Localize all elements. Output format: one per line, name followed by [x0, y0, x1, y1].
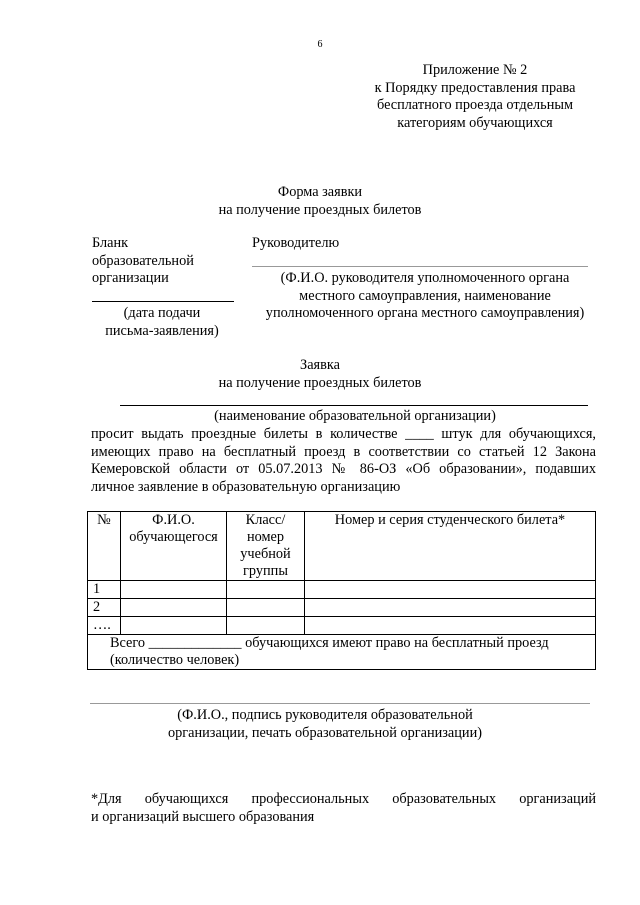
header-num: №	[88, 512, 121, 581]
total-cell	[88, 635, 596, 670]
cell-ticket[interactable]	[305, 599, 596, 617]
cell-class[interactable]	[227, 599, 305, 617]
table-header-row	[88, 512, 596, 581]
header-class-line: Класс/	[245, 512, 286, 528]
date-line	[92, 301, 234, 302]
org-name-line	[120, 405, 588, 406]
date-caption-line: (дата подачи	[123, 305, 201, 321]
body-line: имеющих право на бесплатный проезд в соответствии со статьей 12 Закона	[91, 443, 596, 460]
body-line: личное заявление в образовательную организацию	[91, 478, 401, 495]
table-row	[88, 581, 596, 599]
recipient-label: Руководителю	[252, 235, 340, 251]
recipient-caption	[250, 270, 600, 323]
total-caption: (количество человек)	[110, 652, 240, 668]
recipient-caption-line: (Ф.И.О. руководителя уполномоченного органа	[280, 270, 570, 286]
form-title-line: Форма заявки	[277, 184, 363, 200]
form-title-line: на получение проездных билетов	[218, 201, 422, 218]
signature-caption-line: (Ф.И.О., подпись руководителя образовательной	[177, 707, 473, 723]
blank-line: Бланк	[92, 235, 129, 251]
row-number: 2	[88, 599, 121, 617]
header-ticket: Номер и серия студенческого билета*	[305, 512, 596, 581]
table-total-row	[88, 635, 596, 670]
signature-caption-line: организации, печать образовательной организации)	[167, 724, 482, 741]
header-class-line: номер	[246, 529, 285, 545]
cell-ticket[interactable]	[305, 581, 596, 599]
row-number: 1	[88, 581, 121, 599]
footnote-line: *Для обучающихся профессиональных образовательных организаций	[91, 791, 596, 807]
cell-class[interactable]	[227, 581, 305, 599]
header-class-line: группы	[243, 563, 288, 579]
body-line: Кемеровской области от 05.07.2013 № 86-ОЗ «Об образовании», подавших	[91, 461, 596, 477]
appendix-title: Приложение № 2	[422, 62, 528, 78]
application-body	[91, 426, 596, 496]
org-caption: (наименование образовательной организации)	[214, 408, 496, 424]
header-name: Ф.И.О. обучающегося	[121, 512, 227, 581]
header-class	[227, 512, 305, 581]
appendix-line: бесплатного проезда отдельным	[377, 97, 573, 113]
signature-caption	[120, 707, 530, 742]
blank-label	[92, 235, 242, 288]
appendix-line: категориям обучающихся	[397, 114, 553, 131]
application-title	[120, 357, 520, 392]
cell-class[interactable]	[227, 617, 305, 635]
footnote-line: и организаций высшего образования	[91, 808, 315, 825]
cell-ticket[interactable]	[305, 617, 596, 635]
footnote	[91, 791, 596, 826]
total-line: Всего _____________ обучающихся имеют право на бесплатный проезд	[110, 635, 549, 651]
body-line: просит выдать проездные билеты в количестве ____ штук для обучающихся,	[91, 426, 596, 442]
date-caption	[92, 305, 232, 340]
recipient-name-line	[252, 266, 588, 267]
signature-line	[90, 703, 590, 704]
students-table	[87, 511, 596, 670]
table-row	[88, 617, 596, 635]
application-subtitle: на получение проездных билетов	[218, 374, 422, 391]
table-row	[88, 599, 596, 617]
date-caption-line: письма-заявления)	[105, 322, 219, 339]
row-number: ….	[88, 617, 121, 635]
header-class-line: учебной	[240, 546, 291, 562]
application-title-line: Заявка	[300, 357, 340, 373]
blank-line: образовательной	[92, 252, 194, 269]
recipient-caption-line: местного самоуправления, наименование	[299, 287, 551, 304]
appendix-line: к Порядку предоставления права	[374, 79, 576, 96]
appendix-header	[355, 62, 595, 132]
recipient-caption-line: уполномоченного органа местного самоуправления)	[265, 305, 585, 321]
page-number: 6	[317, 39, 323, 50]
form-title	[120, 184, 520, 219]
cell-name[interactable]	[121, 581, 227, 599]
cell-name[interactable]	[121, 617, 227, 635]
cell-name[interactable]	[121, 599, 227, 617]
blank-line: организации	[92, 270, 169, 286]
